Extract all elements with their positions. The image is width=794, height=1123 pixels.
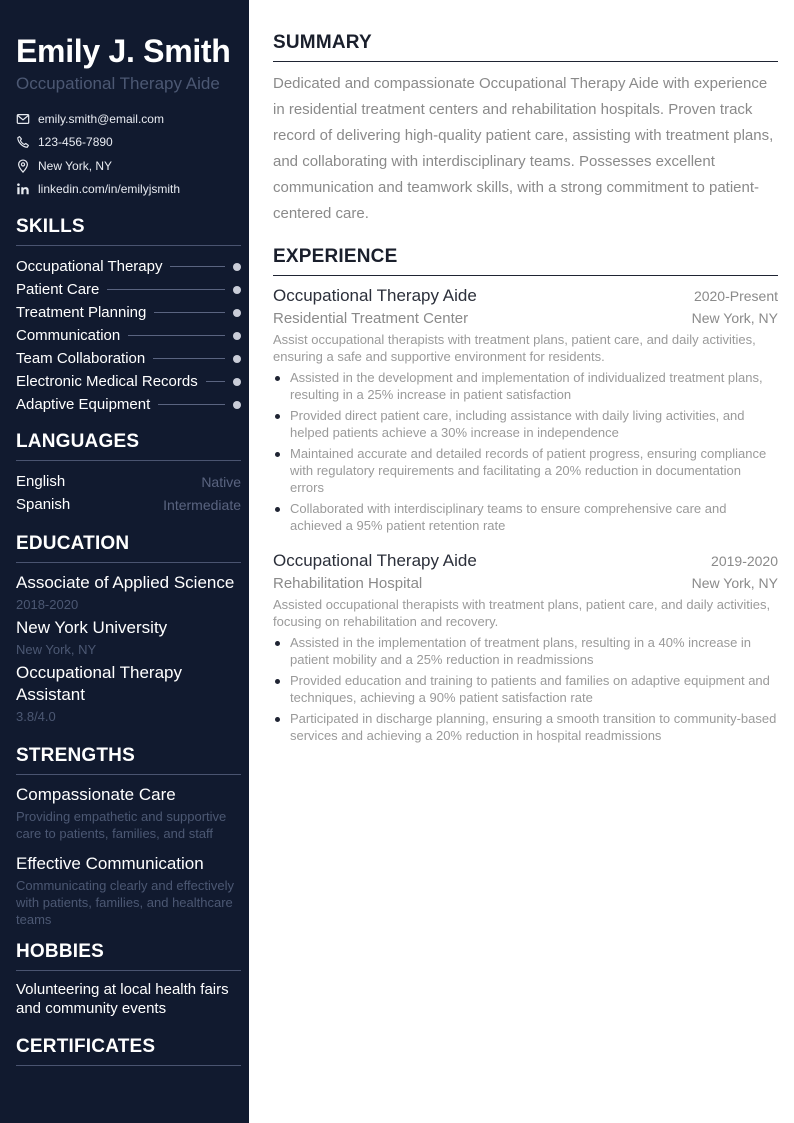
strength-title: Compassionate Care bbox=[16, 785, 176, 804]
contact-linkedin-text: linkedin.com/in/emilyjsmith bbox=[38, 182, 181, 197]
contact-linkedin[interactable] bbox=[16, 178, 241, 202]
summary-section bbox=[273, 31, 778, 227]
experience-entry bbox=[273, 285, 778, 534]
job-location: New York, NY bbox=[691, 575, 778, 591]
job-bullet: Participated in discharge planning, ensuring a smooth transition to community-based services and achieving a 20% reduction in hospital readmissions bbox=[273, 710, 778, 744]
experience-heading: EXPERIENCE bbox=[273, 245, 778, 276]
job-bullet: Collaborated with interdisciplinary teams to ensure comprehensive care and achieved a 95% patient retention rate bbox=[273, 500, 778, 534]
job-bullets bbox=[273, 634, 778, 744]
education-section bbox=[16, 532, 241, 728]
skill-leader-line bbox=[158, 404, 225, 405]
contact-location bbox=[16, 154, 241, 178]
contact-email[interactable] bbox=[16, 107, 241, 131]
skill-item bbox=[16, 278, 241, 301]
strengths-heading: STRENGTHS bbox=[16, 744, 241, 775]
skill-item bbox=[16, 347, 241, 370]
language-name: Spanish bbox=[16, 496, 71, 513]
summary-heading: SUMMARY bbox=[273, 31, 778, 62]
skill-dot bbox=[233, 332, 241, 340]
contact-phone-text: 123-456-7890 bbox=[38, 135, 113, 150]
skill-dot bbox=[233, 401, 241, 409]
strength-description: Communicating clearly and effectively with patients, families, and healthcare teams bbox=[16, 878, 234, 927]
education-school: New York University bbox=[16, 618, 168, 637]
education-dates: 2018-2020 bbox=[16, 597, 79, 612]
summary-text: Dedicated and compassionate Occupational Therapy Aide with experience in residential treatment centers and rehabilitation hospitals. Proven track record of delivering high-quality patient care, assisting with treatment plans, and collaborating with interdisciplinary teams. Possesses excellent communication and teamwork skills, with a strong commitment to patient-centered care. bbox=[273, 75, 774, 222]
skill-leader-line bbox=[206, 381, 225, 382]
skill-leader-line bbox=[154, 312, 225, 313]
language-item bbox=[16, 470, 241, 493]
language-item bbox=[16, 493, 241, 516]
education-heading: EDUCATION bbox=[16, 532, 241, 563]
skill-item bbox=[16, 255, 241, 278]
job-description: Assisted occupational therapists with treatment plans, patient care, and daily activities, focusing on rehabilitation and recovery. bbox=[273, 597, 771, 629]
language-level: Intermediate bbox=[163, 496, 241, 513]
job-description: Assist occupational therapists with treatment plans, patient care, and daily activities, ensuring a safe and supportive environment for residents. bbox=[273, 332, 756, 364]
skill-label: Occupational Therapy bbox=[16, 258, 163, 275]
hobbies-section bbox=[16, 940, 241, 1018]
sidebar bbox=[0, 0, 249, 1123]
linkedin-icon bbox=[16, 182, 30, 196]
strength-description: Providing empathetic and supportive care to patients, families, and staff bbox=[16, 809, 227, 841]
skill-label: Patient Care bbox=[16, 281, 100, 298]
skill-leader-line bbox=[107, 289, 225, 290]
hobby-item: Volunteering at local health fairs and community events bbox=[16, 981, 229, 1017]
job-bullet: Maintained accurate and detailed records of patient progress, ensuring compliance with regulatory requirements and facilitating a 20% reduction in documentation errors bbox=[273, 445, 778, 496]
job-bullet: Provided education and training to patients and families on adaptive equipment and techniques, achieving a 90% patient satisfaction rate bbox=[273, 672, 778, 706]
location-pin-icon bbox=[16, 159, 30, 173]
job-company: Residential Treatment Center bbox=[273, 310, 469, 327]
skill-label: Electronic Medical Records bbox=[16, 373, 198, 390]
skill-leader-line bbox=[128, 335, 225, 336]
language-level: Native bbox=[201, 473, 241, 490]
main-content bbox=[273, 31, 778, 748]
job-bullets bbox=[273, 369, 778, 534]
job-title: Occupational Therapy Aide bbox=[273, 286, 477, 305]
skill-item bbox=[16, 324, 241, 347]
skill-leader-line bbox=[170, 266, 225, 267]
skill-dot bbox=[233, 309, 241, 317]
skills-section bbox=[16, 215, 241, 416]
skills-heading: SKILLS bbox=[16, 215, 241, 246]
skill-dot bbox=[233, 378, 241, 386]
mail-icon bbox=[16, 112, 30, 126]
skill-dot bbox=[233, 286, 241, 294]
certificates-section bbox=[16, 1035, 241, 1066]
skill-item bbox=[16, 393, 241, 416]
strength-title: Effective Communication bbox=[16, 854, 204, 873]
job-bullet: Assisted in the development and implementation of individualized treatment plans, resulting in a 25% increase in patient satisfaction bbox=[273, 369, 778, 403]
contact-email-text: emily.smith@email.com bbox=[38, 111, 164, 126]
experience-entry bbox=[273, 550, 778, 744]
candidate-title: Occupational Therapy Aide bbox=[16, 74, 220, 93]
education-degree: Associate of Applied Science bbox=[16, 573, 235, 592]
experience-section bbox=[273, 245, 778, 744]
job-dates: 2020-Present bbox=[693, 288, 778, 304]
job-title: Occupational Therapy Aide bbox=[273, 551, 477, 570]
skill-label: Treatment Planning bbox=[16, 304, 147, 321]
skill-dot bbox=[233, 355, 241, 363]
education-location: New York, NY bbox=[16, 642, 97, 657]
job-dates: 2019-2020 bbox=[711, 553, 778, 569]
contact-list bbox=[16, 107, 241, 201]
skill-label: Team Collaboration bbox=[16, 350, 146, 367]
skill-dot bbox=[233, 263, 241, 271]
job-bullet: Provided direct patient care, including assistance with daily living activities, and helped patients achieve a 30% increase in independence bbox=[273, 407, 778, 441]
certificates-heading: CERTIFICATES bbox=[16, 1035, 241, 1066]
skill-item bbox=[16, 370, 241, 393]
phone-icon bbox=[16, 135, 30, 149]
education-gpa: 3.8/4.0 bbox=[16, 709, 56, 724]
language-name: English bbox=[16, 473, 66, 490]
job-company: Rehabilitation Hospital bbox=[273, 575, 423, 592]
skill-label: Adaptive Equipment bbox=[16, 396, 151, 413]
contact-location-text: New York, NY bbox=[38, 158, 113, 173]
contact-phone[interactable] bbox=[16, 131, 241, 155]
skill-item bbox=[16, 301, 241, 324]
skill-leader-line bbox=[153, 358, 225, 359]
job-bullet: Assisted in the implementation of treatment plans, resulting in a 40% increase in patient mobility and a 25% reduction in readmissions bbox=[273, 634, 778, 668]
skill-label: Communication bbox=[16, 327, 121, 344]
hobbies-heading: HOBBIES bbox=[16, 940, 241, 971]
strengths-section bbox=[16, 744, 241, 928]
job-location: New York, NY bbox=[691, 310, 778, 326]
languages-section bbox=[16, 430, 241, 516]
languages-heading: LANGUAGES bbox=[16, 430, 241, 461]
candidate-name: Emily J. Smith bbox=[16, 33, 231, 69]
education-program: Occupational Therapy Assistant bbox=[16, 663, 183, 704]
